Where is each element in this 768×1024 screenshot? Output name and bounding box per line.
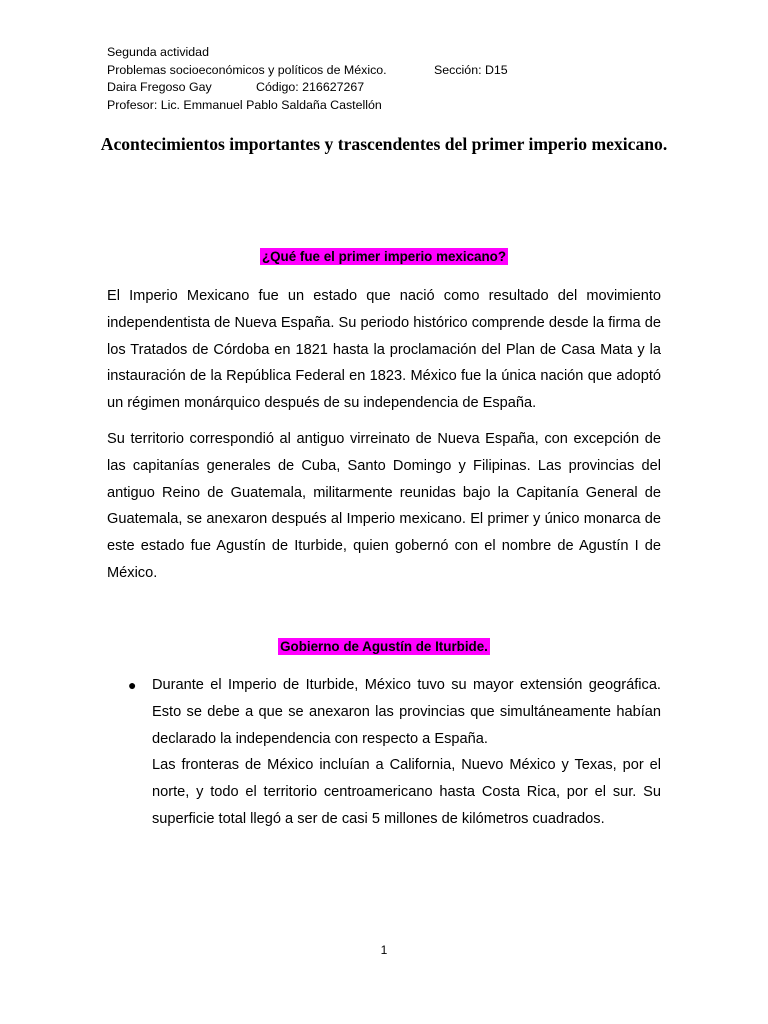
section-code: Sección: D15 — [434, 62, 508, 77]
bullet-icon: ● — [128, 677, 137, 693]
course-name: Problemas socioeconómicos y políticos de México. — [107, 62, 387, 77]
highlighted-heading-text: ¿Qué fue el primer imperio mexicano? — [261, 249, 507, 264]
activity-label: Segunda actividad — [107, 45, 209, 59]
header-line-student — [107, 79, 667, 97]
document-title: Acontecimientos importantes y trascendentes del primer imperio mexicano. — [100, 134, 668, 154]
section-heading-first-empire — [0, 249, 768, 264]
header-line-course — [107, 62, 667, 80]
section-heading-iturbide-government — [0, 639, 768, 654]
professor-name: Profesor: Lic. Emmanuel Pablo Saldaña Castellón — [107, 97, 382, 112]
student-name: Daira Fregoso Gay — [107, 80, 212, 94]
document-header — [107, 44, 667, 114]
list-item — [126, 672, 661, 833]
paragraph-empire-definition: El Imperio Mexicano fue un estado que nació como resultado del movimiento independentista de Nueva España. Su periodo histórico comprende desde la firma de los Tratados de Córdoba en 1821 hasta la proclamación del Plan de Casa Mata y la instauración de la República Federal en 1823. México fue la única nación que adoptó un régimen monárquico después de su independencia de España. — [107, 288, 661, 412]
header-line-professor — [107, 97, 667, 115]
header-line-activity — [107, 44, 667, 62]
highlighted-heading-text: Gobierno de Agustín de Iturbide. — [280, 639, 488, 654]
paragraph-territory: Su territorio correspondió al antiguo virreinato de Nueva España, con excepción de las capitanías generales de Cuba, Santo Domingo y Filipinas. Las provincias del antiguo Reino de Guatemala, militarmente reunidas bajo la Capitanía General de Guatemala, se anexaron después al Imperio mexicano. El primer y único monarca de este estado fue Agustín de Iturbide, quien gobernó con el nombre de Agustín I de México. — [107, 431, 661, 581]
bullet-text-extension: Durante el Imperio de Iturbide, México tuvo su mayor extensión geográfica. Esto se debe a que se anexaron las provincias que simultáneamente habían declarado la independencia con respecto a España. — [152, 677, 661, 747]
student-code: Código: 216627267 — [256, 80, 365, 94]
bullet-text-borders: Las fronteras de México incluían a California, Nuevo México y Texas, por el norte, y todo el territorio centroamericano hasta Costa Rica, por el sur. Su superficie total llegó a ser de casi 5 millones de kilómetros cuadrados. — [152, 757, 661, 827]
bullet-list — [126, 672, 661, 833]
page-number: 1 — [380, 943, 388, 957]
